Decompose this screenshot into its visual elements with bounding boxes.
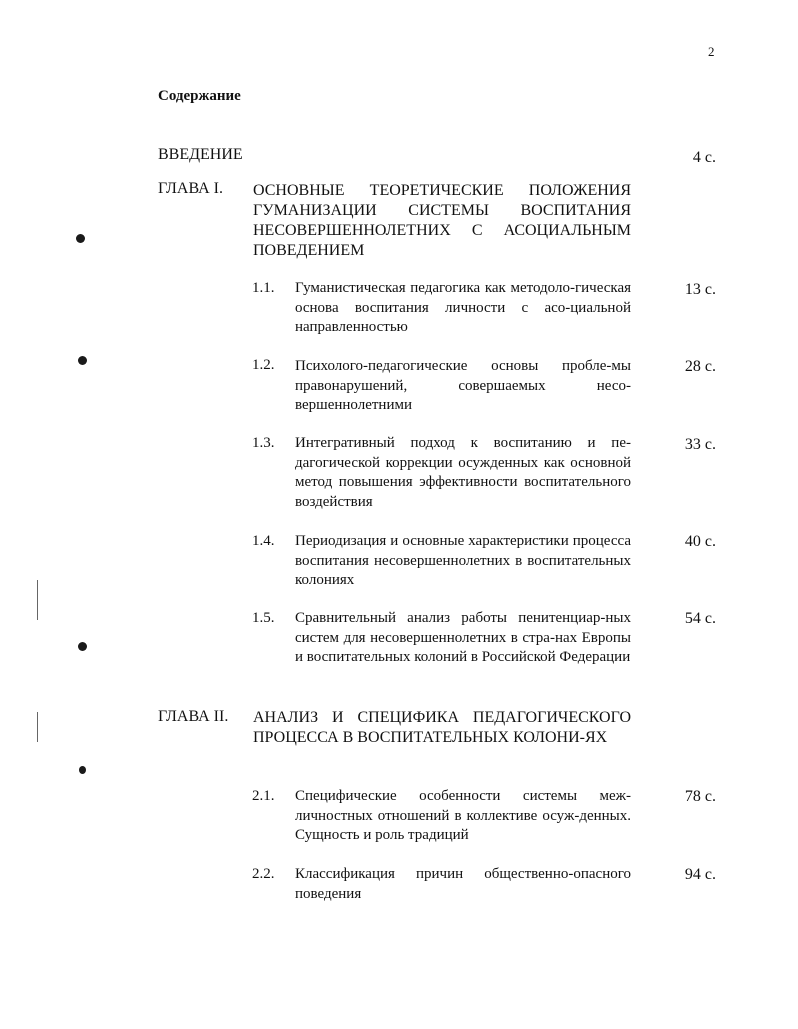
toc-item-page: 33 с. (684, 436, 716, 453)
scan-edge-mark (37, 580, 38, 620)
punch-hole-mark (79, 766, 86, 774)
chapter-2-label: ГЛАВА II. (158, 708, 229, 725)
toc-item-number: 1.5. (252, 610, 275, 626)
page-number: 2 (708, 44, 715, 59)
toc-item-text: Периодизация и основные характеристики процесса воспитания несовершеннолетних в воспитательных колониях (295, 533, 631, 588)
toc-item-text: Интегративный подход к воспитанию и пе-дагогической коррекции осужденных как основной метод повышения эффективности воспитательного воздействия (295, 435, 631, 510)
punch-hole-mark (76, 234, 85, 243)
toc-item-text: Гуманистическая педагогика как методоло-гическая основа воспитания личности с асо-циальной направленностью (295, 280, 631, 335)
toc-item-number: 1.3. (252, 435, 275, 451)
toc-item-number: 1.2. (252, 357, 275, 373)
scan-edge-mark (37, 712, 38, 742)
toc-item-number: 2.1. (252, 788, 275, 804)
punch-hole-mark (78, 642, 87, 651)
toc-item-number: 1.1. (252, 280, 275, 296)
toc-item-page: 54 с. (684, 610, 716, 627)
chapter-2-title: АНАЛИЗ И СПЕЦИФИКА ПЕДАГОГИЧЕСКОГО ПРОЦЕССА В ВОСПИТАТЕЛЬНЫХ КОЛОНИ-ЯХ (253, 709, 631, 746)
toc-item-page: 78 с. (684, 788, 716, 805)
toc-item-text: Психолого-педагогические основы пробле-мы правонарушений, совершаемых несо-вершеннолетними (295, 358, 631, 413)
chapter-1-label: ГЛАВА I. (158, 180, 223, 197)
toc-item-page: 13 с. (684, 281, 716, 298)
toc-item-text: Специфические особенности системы меж-личностных отношений в коллективе осуж-денных. Сущность и роль традиций (295, 788, 631, 843)
introduction-page: 4 с. (692, 149, 716, 166)
toc-item-page: 40 с. (684, 533, 716, 550)
contents-title: Содержание (158, 88, 241, 104)
toc-item-page: 28 с. (684, 358, 716, 375)
punch-hole-mark (78, 356, 87, 365)
chapter-1-title: ОСНОВНЫЕ ТЕОРЕТИЧЕСКИЕ ПОЛОЖЕНИЯ ГУМАНИЗАЦИИ СИСТЕМЫ ВОСПИТАНИЯ НЕСОВЕРШЕННОЛЕТНИХ С АСОЦИАЛЬНЫМ ПОВЕДЕНИЕМ (253, 182, 631, 259)
toc-item-page: 94 с. (684, 866, 716, 883)
toc-item-number: 1.4. (252, 533, 275, 549)
toc-item-number: 2.2. (252, 866, 275, 882)
toc-item-text: Классификация причин общественно-опасного поведения (295, 866, 631, 902)
introduction-label: ВВЕДЕНИЕ (158, 146, 243, 163)
toc-item-text: Сравнительный анализ работы пенитенциар-ных систем для несовершеннолетних в стра-нах Европы и воспитательных колоний в Российской Федерации (295, 610, 631, 665)
